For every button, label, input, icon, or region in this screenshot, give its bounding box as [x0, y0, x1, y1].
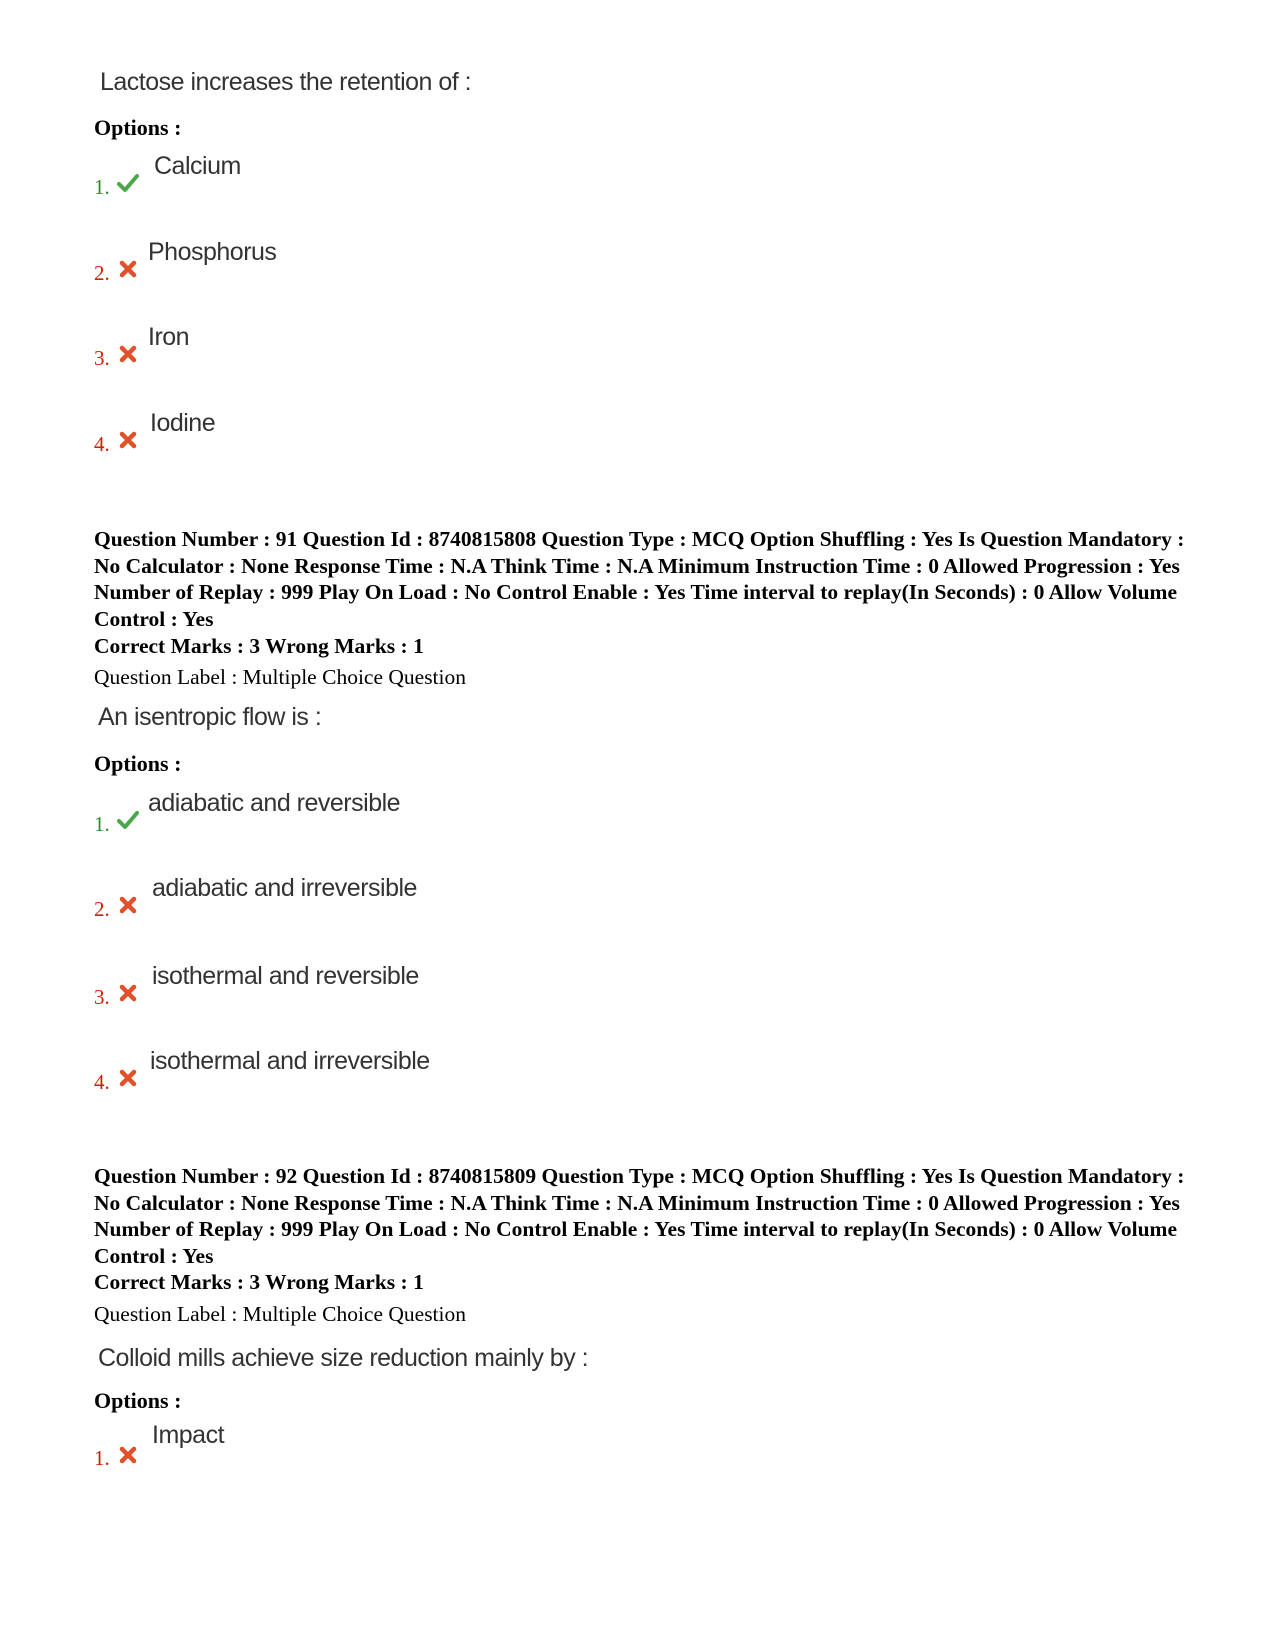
option-text: adiabatic and reversible [148, 789, 401, 817]
option-number: 1. [94, 812, 110, 836]
option-text: adiabatic and irreversible [152, 874, 417, 902]
check-icon [117, 809, 139, 831]
question-text: Colloid mills achieve size reduction mainly by : [98, 1344, 589, 1372]
option-item [94, 962, 694, 1012]
option-item [94, 1421, 694, 1471]
option-text: Phosphorus [148, 238, 277, 266]
cross-icon [117, 1067, 139, 1089]
option-text: Iron [148, 323, 190, 351]
option-item [94, 874, 694, 924]
question-meta: Question Number : 91 Question Id : 8740815808 Question Type : MCQ Option Shuffling : Yes Is Question Mandatory : No Calculator : None Response Time : N.A Think Time : N.A Minimum Instruction Time : 0 Allowed Progression : Yes Number of Replay : 999 Play On Load : No Control Enable : Yes Time interval to replay(In Seconds) : 0 Allow Volume Control : Yes [94, 527, 1185, 631]
option-number: 1. [94, 175, 110, 199]
option-number: 4. [94, 1070, 110, 1094]
cross-icon [117, 1444, 139, 1466]
option-text: Calcium [154, 152, 241, 180]
option-item [94, 789, 694, 839]
option-text: Iodine [150, 409, 216, 437]
option-item [94, 152, 694, 202]
option-item [94, 409, 694, 459]
option-item [94, 1047, 694, 1097]
option-number: 2. [94, 897, 110, 921]
cross-icon [117, 258, 139, 280]
option-number: 3. [94, 985, 110, 1009]
option-item [94, 323, 694, 373]
cross-icon [117, 894, 139, 916]
options-label: Options : [94, 115, 182, 140]
question-marks: Correct Marks : 3 Wrong Marks : 1 [94, 634, 424, 658]
question-text: An isentropic flow is : [98, 703, 322, 731]
options-label: Options : [94, 1388, 182, 1413]
cross-icon [117, 982, 139, 1004]
question-marks: Correct Marks : 3 Wrong Marks : 1 [94, 1270, 424, 1294]
option-number: 1. [94, 1446, 110, 1470]
question-label: Question Label : Multiple Choice Question [94, 1302, 467, 1326]
question-label: Question Label : Multiple Choice Question [94, 665, 467, 689]
question-meta: Question Number : 92 Question Id : 8740815809 Question Type : MCQ Option Shuffling : Yes Is Question Mandatory : No Calculator : None Response Time : N.A Think Time : N.A Minimum Instruction Time : 0 Allowed Progression : Yes Number of Replay : 999 Play On Load : No Control Enable : Yes Time interval to replay(In Seconds) : 0 Allow Volume Control : Yes [94, 1164, 1185, 1268]
option-text: Impact [152, 1421, 225, 1449]
check-icon [117, 172, 139, 194]
question-text: Lactose increases the retention of : [100, 68, 472, 96]
cross-icon [117, 343, 139, 365]
option-number: 4. [94, 432, 110, 456]
option-item [94, 238, 694, 288]
option-number: 3. [94, 346, 110, 370]
options-label: Options : [94, 751, 182, 776]
option-number: 2. [94, 261, 110, 285]
option-text: isothermal and irreversible [150, 1047, 430, 1075]
cross-icon [117, 429, 139, 451]
option-text: isothermal and reversible [152, 962, 419, 990]
